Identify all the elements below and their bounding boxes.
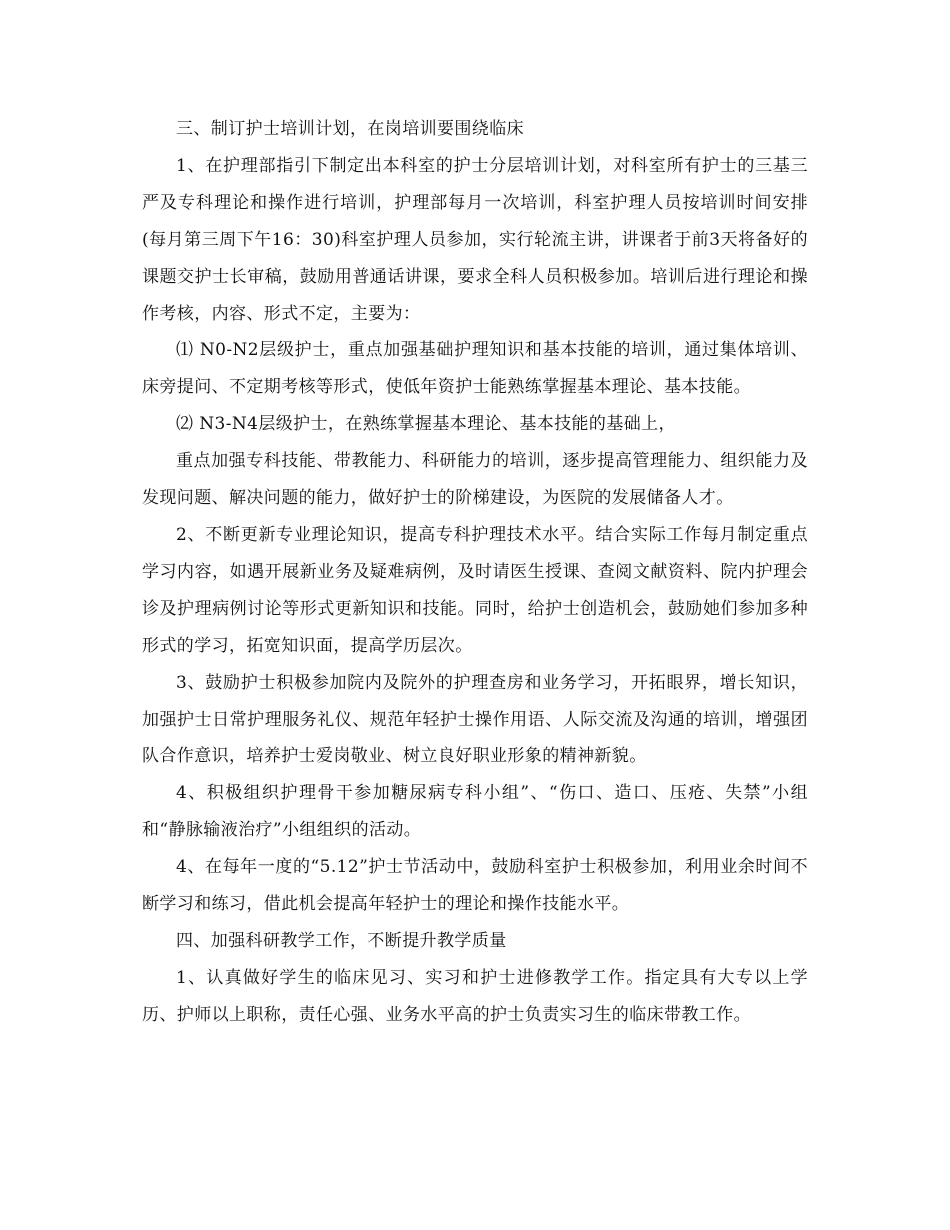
paragraph-update-knowledge: 2、不断更新专业理论知识，提高专科护理技术水平。结合实际工作每月制定重点学习内容，如遇开展新业务及疑难病例，及时请医生授课、查阅文献资料、院内护理会诊及护理病例讨论等形式更新知识和技能。同时，给护士创造机会，鼓励她们参加多种形式的学习，拓宽知识面，提高学历层次。 [142,524,808,656]
paragraph-n3-n4-continued: 重点加强专科技能、带教能力、科研能力的培训，逐步提高管理能力、组织能力及发现问题、解决问题的能力，做好护士的阶梯建设，为医院的发展储备人才。 [142,451,808,509]
paragraph-specialty-groups: 4、积极组织护理骨干参加糖尿病专科小组”、“伤口、造口、压疮、失禁”小组和“静脉输液治疗”小组组织的活动。 [142,783,808,841]
paragraph-n3-n4: ⑵ N3-N4层级护士，在熟练掌握基本理论、基本技能的基础上， [176,414,676,435]
paragraph-nurses-day: 4、在每年一度的“5.12”护士节活动中，鼓励科室护士积极参加，利用业余时间不断学习和练习，借此机会提高年轻护士的理论和操作技能水平。 [142,857,808,915]
paragraph-training-plan: 1、在护理部指引下制定出本科室的护士分层培训计划，对科室所有护士的三基三严及专科理论和操作进行培训，护理部每月一次培训，科室护理人员按培训时间安排(每月第三周下午16：30)科室护理人员参加，实行轮流主讲，讲课者于前3天将备好的课题交护士长审稿，鼓励用普通话讲课，要求全科人员积极参加。培训后进行理论和操作考核，内容、形式不定，主要为： [142,155,808,324]
paragraph-clinical-teaching: 1、认真做好学生的临床见习、实习和护士进修教学工作。指定具有大专以上学历、护师以上职称，责任心强、业务水平高的护士负责实习生的临床带教工作。 [142,967,808,1025]
section-heading-three: 三、制订护士培训计划，在岗培训要围绕临床 [176,119,524,139]
section-heading-four: 四、加强科研教学工作，不断提升教学质量 [176,930,507,951]
paragraph-encourage-learning: 3、鼓励护士积极参加院内及院外的护理查房和业务学习，开拓眼界，增长知识，加强护士日常护理服务礼仪、规范年轻护士操作用语、人际交流及沟通的培训，增强团队合作意识，培养护士爱岗敬业、树立良好职业形象的精神新貌。 [142,672,808,767]
document-body [142,111,808,1034]
paragraph-n0-n2: ⑴ N0-N2层级护士，重点加强基础护理知识和基本技能的培训，通过集体培训、床旁提问、不定期考核等形式，使低年资护士能熟练掌握基本理论、基本技能。 [142,340,808,398]
